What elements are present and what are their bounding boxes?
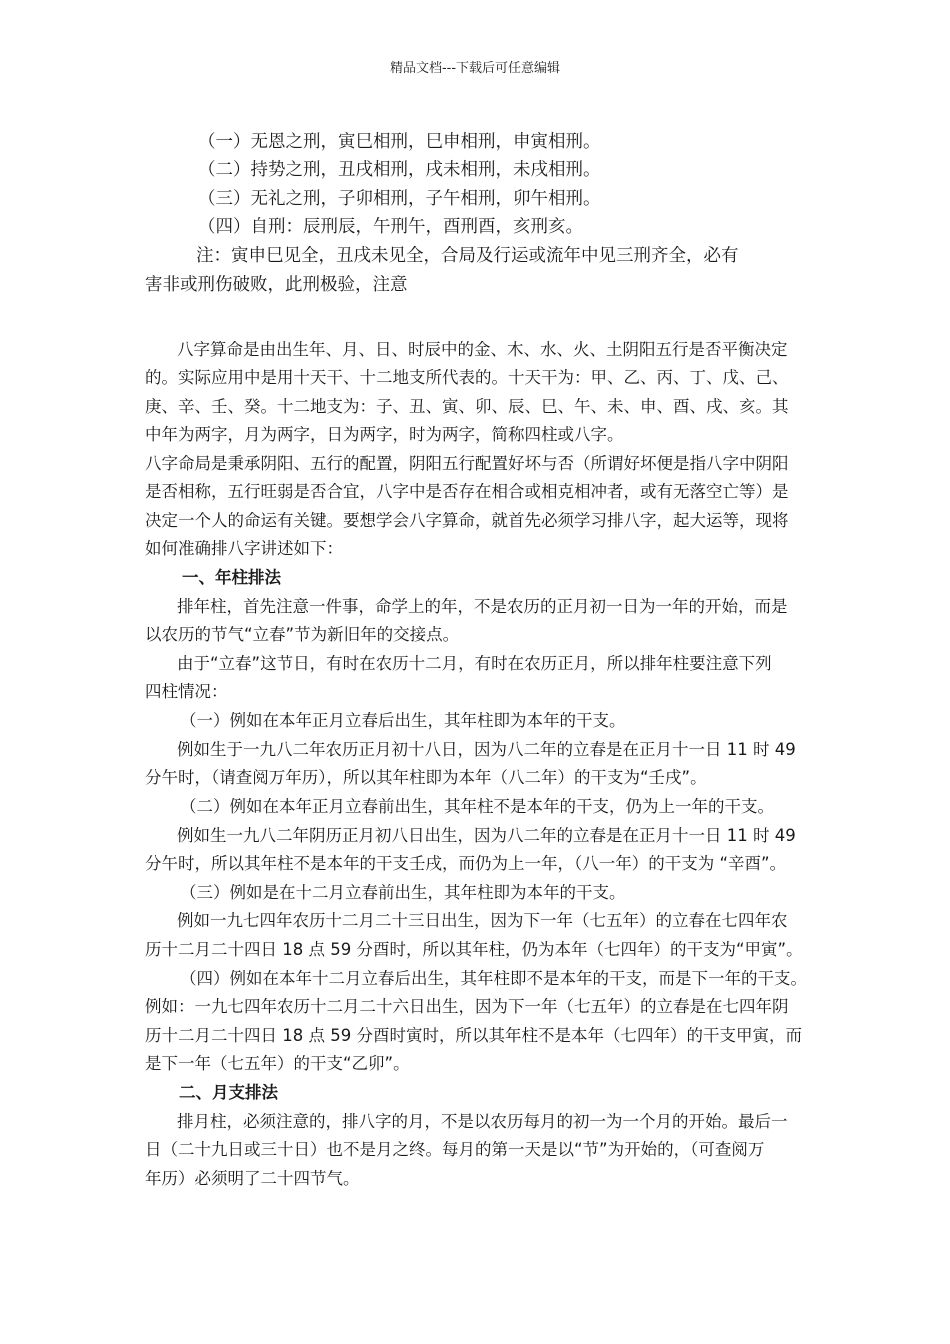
punishment-line: （二）持势之刑，丑戌相刑，戌未相刑，未戌相刑。 [198, 160, 601, 180]
punishment-line: （一）无恩之刑，寅巳相刑，巳申相刑，申寅相刑。 [198, 132, 601, 152]
paragraph-line: 是否相称，五行旺弱是否合宜，八字中是否存在相合或相克相冲者，或有无落空亡等）是 [145, 482, 789, 501]
paragraph-line: 排年柱，首先注意一件事，命学上的年，不是农历的正月初一日为一年的开始，而是 [177, 597, 788, 616]
paragraph-line: 以农历的节气“立春”节为新旧年的交接点。 [145, 625, 460, 644]
paragraph-line: 历十二月二十四日 18 点 59 分酉时寅时，所以其年柱不是本年（七四年）的干支甲寅，而 [145, 1026, 802, 1045]
paragraph-line: 排月柱，必须注意的，排八字的月，不是以农历每月的初一为一个月的开始。最后一 [177, 1112, 788, 1131]
punishment-line: （三）无礼之刑，子卯相刑，子午相刑，卯午相刑。 [198, 189, 601, 209]
paragraph-line: 庚、辛、壬、癸。十二地支为：子、丑、寅、卯、辰、巳、午、未、申、酉、戌、亥。其 [145, 397, 789, 416]
page-header: 精品文档---下载后可任意编辑 [389, 61, 561, 76]
section-heading: 一、年柱排法 [182, 568, 281, 587]
paragraph-line: （二）例如在本年正月立春前出生，其年柱不是本年的干支，仍为上一年的干支。 [180, 797, 774, 816]
paragraph-line: 是下一年（七五年）的干支“乙卯”。 [145, 1054, 410, 1073]
paragraph-line: 决定一个人的命运有关键。要想学会八字算命，就首先必须学习排八字，起大运等，现将 [145, 511, 789, 530]
section-heading: 二、月支排法 [179, 1083, 278, 1102]
paragraph-line: 例如生于一九八二年农历正月初十八日，因为八二年的立春是在正月十一日 11 时 49 [177, 740, 796, 759]
paragraph-line: 年历）必须明了二十四节气。 [145, 1169, 360, 1188]
paragraph-line: 分午时，（请查阅万年历），所以其年柱即为本年（八二年）的干支为“壬戌”。 [145, 768, 707, 787]
paragraph-line: 八字命局是秉承阴阳、五行的配置，阴阳五行配置好坏与否（所谓好坏便是指八字中阴阳 [145, 454, 789, 473]
punishment-line: （四）自刑：辰刑辰，午刑午，酉刑酉，亥刑亥。 [198, 217, 583, 237]
paragraph-line: 历十二月二十四日 18 点 59 分酉时，所以其年柱，仍为本年（七四年）的干支为“甲寅”。 [145, 940, 803, 959]
paragraph-line: 八字算命是由出生年、月、日、时辰中的金、木、水、火、土阴阳五行是否平衡决定 [177, 340, 788, 359]
paragraph-line: 例如生一九八二年阴历正月初八日出生，因为八二年的立春是在正月十一日 11 时 49 [177, 826, 796, 845]
paragraph-line: （一）例如在本年正月立春后出生，其年柱即为本年的干支。 [180, 711, 626, 730]
paragraph-line: 由于“立春”这节日，有时在农历十二月，有时在农历正月，所以排年柱要注意下列 [177, 654, 772, 673]
paragraph-line: 例如：一九七四年农历十二月二十六日出生，因为下一年（七五年）的立春是在七四年阴 [145, 997, 789, 1016]
paragraph-line: （三）例如是在十二月立春前出生，其年柱即为本年的干支。 [180, 883, 626, 902]
paragraph-line: 例如一九七四年农历十二月二十三日出生，因为下一年（七五年）的立春在七四年农 [177, 911, 788, 930]
note-line: 注：寅申巳见全，丑戌未见全，合局及行运或流年中见三刑齐全，必有 [196, 246, 739, 266]
note-line: 害非或刑伤破败，此刑极验，注意 [145, 275, 408, 295]
paragraph-line: （四）例如在本年十二月立春后出生，其年柱即不是本年的干支，而是下一年的干支。 [180, 969, 807, 988]
paragraph-line: 的。实际应用中是用十天干、十二地支所代表的。十天干为：甲、乙、丙、丁、戊、己、 [145, 368, 789, 387]
paragraph-line: 如何准确排八字讲述如下： [145, 539, 343, 558]
paragraph-line: 中年为两字，月为两字，日为两字，时为两字，简称四柱或八字。 [145, 425, 624, 444]
paragraph-line: 分午时，所以其年柱不是本年的干支壬戌，而仍为上一年，（八一年）的干支为 “辛酉”。 [145, 854, 787, 873]
paragraph-line: 日（二十九日或三十日）也不是月之终。每月的第一天是以“节”为开始的，（可查阅万 [145, 1140, 765, 1159]
paragraph-line: 四柱情况： [145, 682, 228, 701]
